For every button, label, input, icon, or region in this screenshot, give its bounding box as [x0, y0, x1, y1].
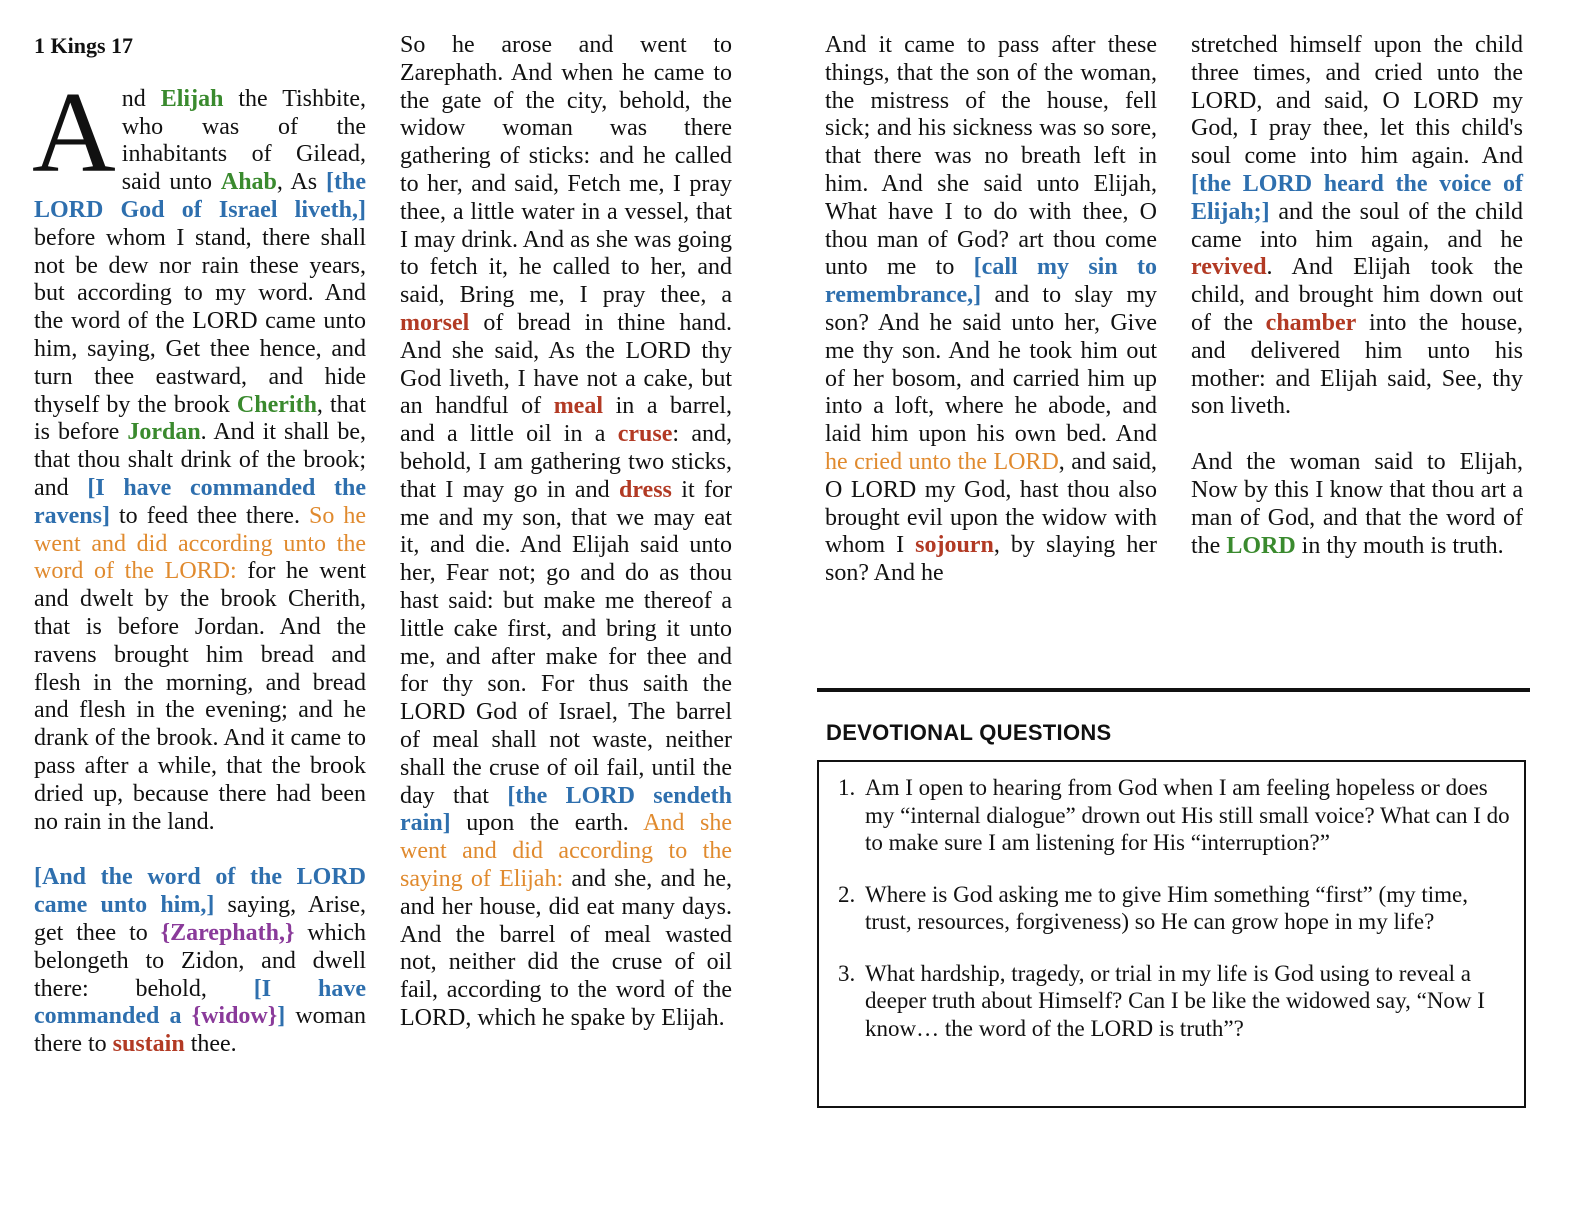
highlight-red-text: dress [618, 476, 672, 503]
highlight-red-text: sojourn [915, 532, 994, 559]
verse-text [34, 864, 366, 1057]
highlight-blue-text: ] [277, 1003, 286, 1030]
highlight-orange-text: he cried unto the LORD [825, 448, 1059, 475]
questions-list [829, 774, 1514, 1042]
highlight-blue-text: [the LORD heard the voice of Elijah;] [1191, 170, 1523, 225]
plain-text: for he went and dwelt by the brook Cherith, that is before Jordan. And the ravens brought him bread and flesh in the morning, and bread and flesh in the evening; and he drank of the brook. And it came to pass after a while, that the brook dried up, because there had been no rain in the land. [34, 558, 366, 835]
devotional-title: DEVOTIONAL QUESTIONS [826, 720, 1112, 745]
highlight-green-text: Jordan [127, 419, 201, 446]
verse-paragraph [34, 864, 366, 1059]
drop-cap: A [32, 68, 116, 197]
verse-text [1191, 32, 1523, 419]
highlight-red-text: cruse [617, 421, 673, 448]
highlight-blue-text: [call my sin to remembrance,] [825, 254, 1157, 309]
verse-text [1191, 449, 1523, 558]
highlight-green-text: Ahab [220, 169, 277, 196]
highlight-red-text: morsel [400, 309, 470, 336]
verse-text [400, 32, 732, 1031]
highlight-orange-text: So he went and did according unto the word of the LORD: [34, 502, 367, 585]
plain-text: stretched himself upon the child three times, and cried unto the LORD, and said, O LORD my God, I pray thee, let this child's soul come into him again. And [1191, 32, 1523, 170]
highlight-red-text: chamber [1265, 309, 1357, 336]
text-column-3 [825, 32, 1157, 616]
plain-text: saying, Arise, get thee to [34, 892, 366, 946]
text-column-2 [400, 32, 732, 1061]
devotional-questions-box [817, 760, 1526, 1108]
highlight-purple-text: {widow} [191, 1003, 278, 1030]
text-column-1 [34, 32, 366, 1087]
plain-text: , As [276, 169, 327, 196]
plain-text: woman there to [34, 1003, 366, 1058]
plain-text: thee. [184, 1031, 237, 1058]
highlight-blue-text: [I have commanded a [34, 975, 366, 1030]
highlight-red-text: sustain [112, 1031, 185, 1058]
highlight-purple-text: {Zarephath,} [160, 919, 295, 946]
highlight-blue-text: [And the word of the LORD came unto him,] [34, 864, 366, 919]
plain-text: and the soul of the child came into him again, and he [1191, 198, 1523, 253]
plain-text: and to slay my son? And he said unto her, Give me thy son. And he took him out of her bosom, and carried him up into a loft, where he abode, and laid him upon his own bed. And [825, 282, 1157, 448]
verse-paragraph [1191, 32, 1523, 421]
plain-text: : and, behold, I am gathering two sticks, that I may go in and [400, 421, 733, 503]
text-column-4 [1191, 32, 1523, 588]
highlight-blue-text: [I have commanded the ravens] [34, 474, 366, 529]
question-item: 2. Where is God asking me to give Him something “first” (my time, trust, resources, forgiveness) so He can grow hope in my life? [861, 881, 1514, 936]
highlight-green-text: Elijah [160, 85, 224, 112]
plain-text: nd [121, 85, 161, 112]
section-divider [817, 688, 1530, 692]
plain-text: And it came to pass after these things, that the son of the woman, the mistress of the house, fell sick; and his sickness was so sore, that there was no breath left in him. And she said unto Elijah, What have I to do with thee, O thou man of God? art thou come unto me to [825, 32, 1157, 281]
plain-text: , and said, O LORD my God, hast thou also brought evil upon the widow with whom I [825, 448, 1158, 559]
highlight-green-text: Cherith [236, 391, 317, 418]
verse-text [32, 68, 367, 835]
plain-text: the Tishbite, who was of the inhabitants of Gilead, said unto [121, 85, 367, 196]
highlight-green-text: LORD [1226, 532, 1296, 559]
highlight-orange-text: And she went and did according to the saying of Elijah: [400, 810, 732, 892]
plain-text: upon the earth. [450, 810, 644, 837]
verse-text [825, 32, 1157, 586]
plain-text: it for me and my son, that we may eat it, and die. And Elijah said unto her, Fear not; go and do as thou hast said: but make me thereof a little cake first, and bring it unto me, and after make for thee and for thy son. For thus saith the LORD God of Israel, The barrel of meal shall not waste, neither shall the cruse of oil fail, until the day that [400, 476, 732, 809]
plain-text: And the woman said to Elijah, Now by this I know that thou art a man of God, and that the word of the [1191, 449, 1523, 559]
plain-text: of bread in thine hand. And she said, As the LORD thy God liveth, I have not a cake, but an handful of [400, 309, 732, 420]
verse-paragraph [825, 32, 1157, 588]
highlight-blue-text: [the LORD God of Israel liveth,] [34, 169, 366, 223]
plain-text: So he arose and went to Zarephath. And when he came to the gate of the city, behold, the widow woman was there gathering of sticks: and he called to her, and said, Fetch me, I pray thee, a little water in a vessel, that I may drink. And as she was going to fetch it, he called to her, and said, Bring me, I pray thee, a [400, 32, 732, 309]
plain-text: before whom I stand, there shall not be dew nor rain these years, but according to my word. And the word of the LORD came unto him, saying, Get thee hence, and turn thee eastward, and hide thyself by the brook [34, 224, 366, 418]
plain-text: and she, and he, and her house, did eat many days. And the barrel of meal wasted not, neither did the cruse of oil fail, according to the word of the LORD, which he spake by Elijah. [400, 865, 732, 1031]
highlight-red-text: revived [1191, 254, 1267, 281]
chapter-heading: 1 Kings 17 [34, 33, 134, 58]
plain-text: . And Elijah took the child, and brought him down out of the [1191, 254, 1523, 336]
verse-paragraph [1191, 449, 1523, 560]
plain-text: , that is before [34, 391, 366, 446]
question-item: 3. What hardship, tragedy, or trial in my life is God using to reveal a deeper truth about Himself? Can I be like the widowed say, “Now I know… the word of the LORD is truth”? [861, 960, 1514, 1043]
plain-text: into the house, and delivered him unto his mother: and Elijah said, See, thy son liveth. [1191, 309, 1524, 420]
plain-text: to feed thee there. [109, 502, 309, 529]
verse-paragraph [32, 68, 367, 837]
question-item: 1. Am I open to hearing from God when I am feeling hopeless or does my “internal dialogue” drown out His still small voice? What can I do to make sure I am listening for His “interruption?” [861, 774, 1514, 857]
verse-paragraph [400, 32, 732, 1033]
plain-text: , by slaying her son? And he [825, 532, 1157, 587]
plain-text: which belongeth to Zidon, and dwell there: behold, [34, 919, 366, 1002]
plain-text: . And it shall be, that thou shalt drink of the brook; and [34, 419, 367, 501]
highlight-red-text: meal [553, 393, 603, 420]
highlight-blue-text: [the LORD sendeth rain] [400, 782, 732, 837]
plain-text: in thy mouth is truth. [1295, 532, 1504, 559]
plain-text: in a barrel, and a little oil in a [400, 393, 732, 448]
